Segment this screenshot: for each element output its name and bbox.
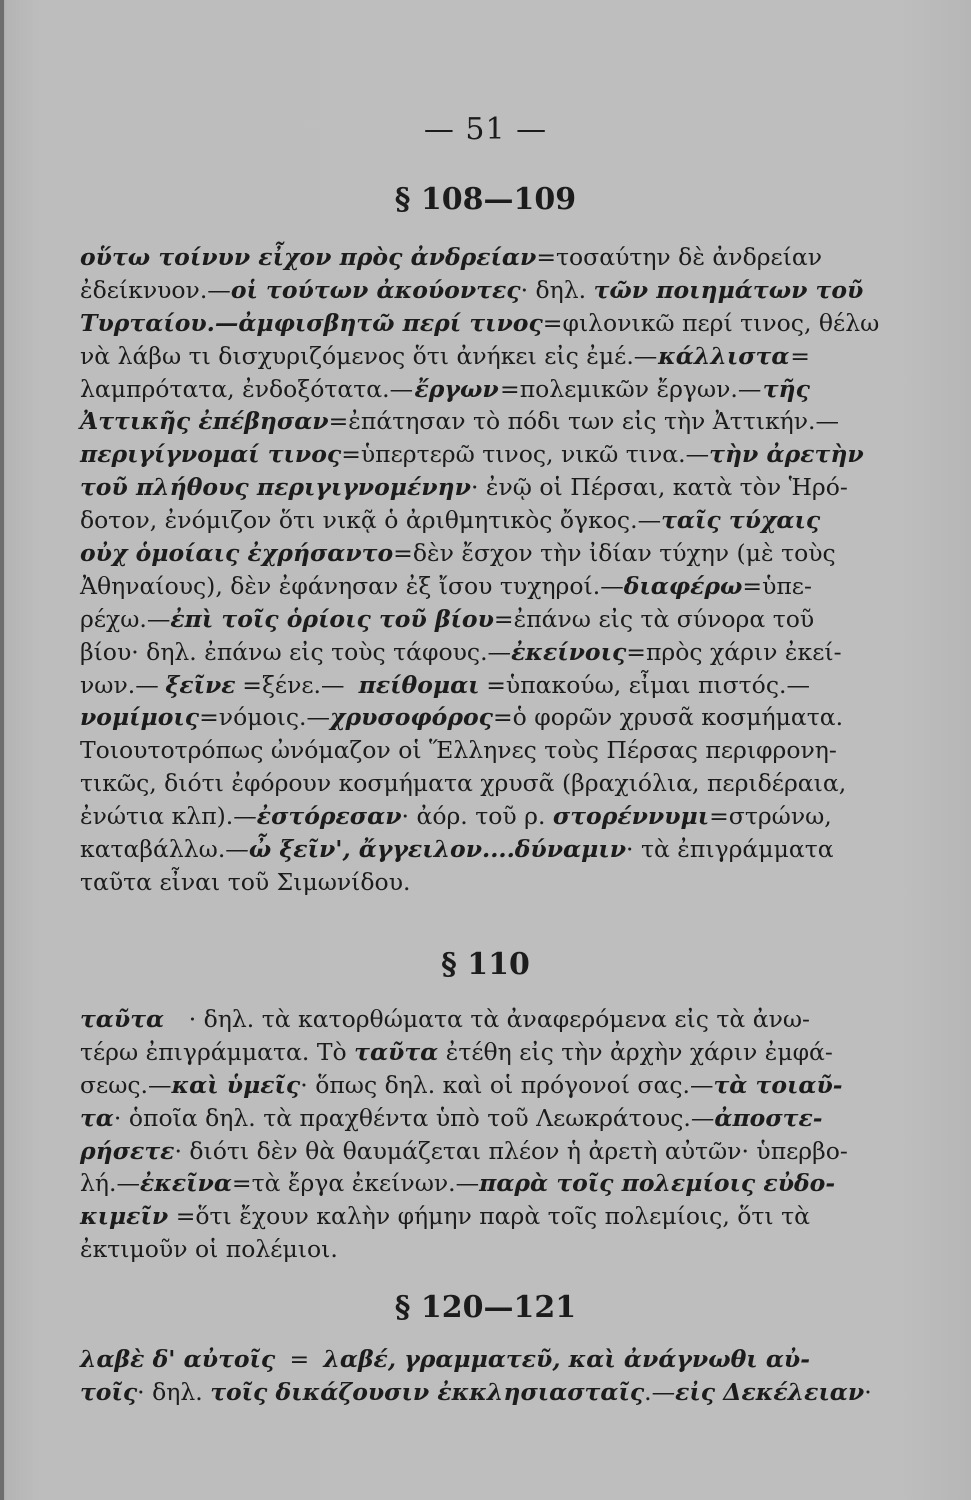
lemma-text: κιμεῖν: [80, 1202, 169, 1231]
gloss-text: · ἐνῷ οἱ Πέρσαι, κατὰ τὸν Ἡρό-: [470, 473, 848, 502]
lemma-text: οὕτω τοίνυν εἶχον πρὸς ἀνδρείαν: [80, 243, 537, 271]
lemma-text: στορέννυμι: [552, 802, 710, 831]
lemma-text: παρὰ τοῖς πολεμίοις εὐδο-: [479, 1169, 836, 1198]
gloss-text: ἐκτιμοῦν οἱ πολέμιοι.: [80, 1235, 338, 1264]
text-line: [80, 438, 864, 471]
lemma-text: νομίμοις: [80, 703, 200, 732]
text-line: [80, 1233, 810, 1266]
lemma-text: ταῦτα: [354, 1037, 439, 1066]
lemma-text: τῶν ποιημάτων τοῦ: [593, 275, 864, 304]
gloss-text: =ὑπερτερῶ τινος, νικῶ τινα.—: [341, 440, 710, 469]
gloss-text: · δηλ.: [137, 1377, 211, 1406]
gloss-text: =πολεμικῶν ἔργων.—: [500, 374, 762, 403]
text-line: [80, 1376, 872, 1409]
gloss-text: =φιλονικῶ περί τινος, θέλω: [542, 308, 880, 337]
text-line: [80, 570, 810, 603]
gloss-text: τικῶς, διότι ἐφόρουν κοσμήματα χρυσᾶ (βραχιόλια, περιδέραια,: [80, 769, 847, 798]
lemma-text: καὶ ὑμεῖς: [171, 1070, 301, 1099]
gloss-text: =τὰ ἔργα ἐκείνων.—: [231, 1169, 480, 1198]
text-line: [80, 800, 832, 833]
gloss-text: δοτον, ἐνόμιζον ὅτι νικᾷ ὁ ἀριθμητικὸς ὄγκος.—: [80, 506, 662, 535]
lemma-text: τὴν ἀρετὴν: [709, 440, 864, 469]
gloss-text: σεως.—: [80, 1070, 172, 1099]
gloss-text: =ὁ φορῶν χρυσᾶ κοσμήματα.: [492, 703, 844, 732]
text-line: [80, 1135, 848, 1168]
gloss-text: λαμπρότατα, ἐνδοξότατα.—: [80, 374, 414, 403]
gloss-text: ἐνώτια κλπ).—: [80, 802, 257, 831]
gloss-text: νων.—: [80, 670, 159, 699]
lemma-text: τοῦ πλήθους περιγιγνομένην: [80, 473, 471, 502]
gloss-text: καταβάλλω.—: [80, 835, 249, 864]
section-body-110: [80, 1003, 848, 1266]
lemma-text: οἱ τούτων ἀκούοντες: [230, 275, 521, 304]
lemma-text: ἀποστε-: [714, 1103, 823, 1132]
gloss-text: Ἀθηναίους), δὲν ἐφάνησαν ἐξ ἴσου τυχηροί.—: [80, 571, 624, 600]
lemma-text: τοῖς: [80, 1377, 138, 1406]
gloss-text: =νόμοις.—: [199, 703, 331, 732]
gloss-text: · διότι δὲν θὰ θαυμάζεται πλέον ἡ ἀρετὴ αὐτῶν· ὑπερβο-: [174, 1136, 848, 1165]
page-number: — 51 —: [423, 112, 548, 147]
lemma-text: ταῦτα: [80, 1005, 165, 1033]
lemma-text: τα: [80, 1103, 114, 1132]
gloss-text: =τοσαύτην δὲ ἀνδρείαν: [536, 243, 823, 271]
gloss-text: · δηλ.: [520, 275, 594, 304]
gloss-text: ἐδείκνυον.—: [80, 275, 231, 304]
text-line: [80, 866, 810, 899]
text-line: [80, 1167, 836, 1200]
lemma-text: τὰ τοιαῦ-: [713, 1070, 843, 1099]
text-line: [80, 405, 839, 438]
section-heading-110: § 110: [441, 947, 530, 982]
text-line: [80, 1036, 833, 1069]
section-heading-120-121: § 120—121: [394, 1290, 577, 1325]
lemma-text: ξεῖνε: [165, 670, 236, 699]
gloss-text: · τὰ ἐπιγράμματα: [626, 835, 834, 864]
text-line: [80, 636, 842, 669]
text-line: [80, 833, 834, 866]
gloss-text: =πρὸς χάριν ἐκεί-: [626, 637, 842, 666]
lemma-text: ὦ ξεῖν', ἄγγειλον....δύναμιν: [248, 835, 627, 864]
lemma-text: οὐχ ὁμοίαις ἐχρήσαντο: [80, 539, 394, 568]
book-spine-edge: [0, 0, 4, 1500]
gloss-text: λή.—: [80, 1169, 140, 1198]
gloss-text: =ὑπε-: [742, 571, 812, 600]
gloss-text: =ἐπάτησαν τὸ πόδι των εἰς τὴν Ἀττικήν.—: [328, 407, 839, 436]
gloss-text: Τοιουτοτρόπως ὠνόμαζον οἱ Ἕλληνες τοὺς Πέρσας περιφρονη-: [80, 736, 837, 765]
text-line: [80, 307, 880, 340]
lemma-text: ἐστόρεσαν: [256, 802, 402, 831]
gloss-text: =ἐπάνω εἰς τὰ σύνορα τοῦ: [493, 604, 815, 633]
gloss-text: · ὅπως δηλ. καὶ οἱ πρόγονοί σας.—: [300, 1070, 714, 1099]
text-line: [80, 241, 823, 274]
text-line: [80, 669, 810, 702]
gloss-text: =ὅτι ἔχουν καλὴν φήμην παρὰ τοῖς πολεμίοις, ὅτι τὰ: [175, 1202, 810, 1231]
text-line: [80, 504, 821, 537]
lemma-text: πείθομαι: [358, 670, 480, 699]
section-body-108-109: [80, 241, 880, 899]
gloss-text: =στρώνω,: [709, 802, 832, 831]
text-line: [80, 340, 810, 373]
lemma-text: περιγίγνομαί τινος: [80, 440, 342, 469]
lemma-text: διαφέρω: [623, 571, 743, 600]
text-line: [80, 734, 837, 767]
lemma-text: εἰς Δεκέλειαν: [675, 1377, 865, 1406]
text-line: [80, 701, 844, 734]
gloss-text: · δηλ. τὰ κατορθώματα τὰ ἀναφερόμενα εἰς τὰ ἀνω-: [188, 1005, 810, 1033]
lemma-text: λαβέ, γραμματεῦ, καὶ ἀνάγνωθι αὐ-: [323, 1345, 810, 1373]
gloss-text: βίου· δηλ. ἐπάνω εἰς τοὺς τάφους.—: [80, 637, 512, 666]
lemma-text: τῆς: [762, 374, 810, 403]
text-line: [80, 603, 815, 636]
lemma-text: Τυρταίου.—ἀμφισβητῶ περί τινος: [80, 308, 543, 337]
lemma-text: ἐκείνοις: [511, 637, 627, 666]
lemma-text: ἔργων: [414, 374, 499, 403]
lemma-text: ἐκεῖνα: [139, 1169, 232, 1198]
section-heading-108-109: § 108—109: [394, 182, 577, 217]
text-line: [80, 537, 836, 570]
text-line: [80, 471, 848, 504]
text-line: [80, 767, 847, 800]
gloss-text: ἐτέθη εἰς τὴν ἀρχὴν χάριν ἐμφά-: [438, 1037, 833, 1066]
lemma-text: χρυσοφόρος: [330, 703, 493, 732]
text-line: [80, 1102, 823, 1135]
gloss-text: =: [790, 341, 810, 370]
gloss-text: ταῦτα εἶναι τοῦ Σιμωνίδου.: [80, 867, 411, 896]
gloss-text: =ὑπακούω, εἶμαι πιστός.—: [486, 670, 810, 699]
text-line: [80, 1003, 810, 1036]
gloss-text: =δὲν ἔσχον τὴν ἰδίαν τύχην (μὲ τοὺς: [393, 539, 836, 568]
gloss-text: =: [289, 1345, 310, 1373]
lemma-text: ρήσετε: [80, 1136, 175, 1165]
text-line: [80, 1343, 810, 1376]
gloss-text: ρέχω.—: [80, 604, 171, 633]
gloss-text: .—: [644, 1377, 676, 1406]
lemma-text: τοῖς δικάζουσιν ἐκκλησιασταῖς: [210, 1377, 645, 1406]
lemma-text: ἐπὶ τοῖς ὁρίοις τοῦ βίου: [170, 604, 494, 633]
gloss-text: ·: [864, 1377, 872, 1406]
lemma-text: κάλλιστα: [658, 341, 790, 370]
text-line: [80, 373, 810, 406]
text-line: [80, 1069, 843, 1102]
gloss-text: νὰ λάβω τι δισχυριζόμενος ὅτι ἀνήκει εἰς ἐμέ.—: [80, 341, 658, 370]
gloss-text: · ὁποῖα δηλ. τὰ πραχθέντα ὑπὸ τοῦ Λεωκράτους.—: [113, 1103, 715, 1132]
lemma-text: ταῖς τύχαις: [661, 506, 821, 535]
text-line: [80, 274, 864, 307]
lemma-text: Ἀττικῆς ἐπέβησαν: [80, 407, 329, 436]
gloss-text: =ξένε.—: [242, 670, 352, 699]
lemma-text: λαβὲ δ' αὐτοῖς: [80, 1345, 276, 1373]
section-body-120-121: [80, 1343, 872, 1409]
gloss-text: τέρω ἐπιγράμματα. Τὸ: [80, 1037, 355, 1066]
gloss-text: · ἀόρ. τοῦ ρ.: [401, 802, 553, 831]
text-line: [80, 1200, 810, 1233]
